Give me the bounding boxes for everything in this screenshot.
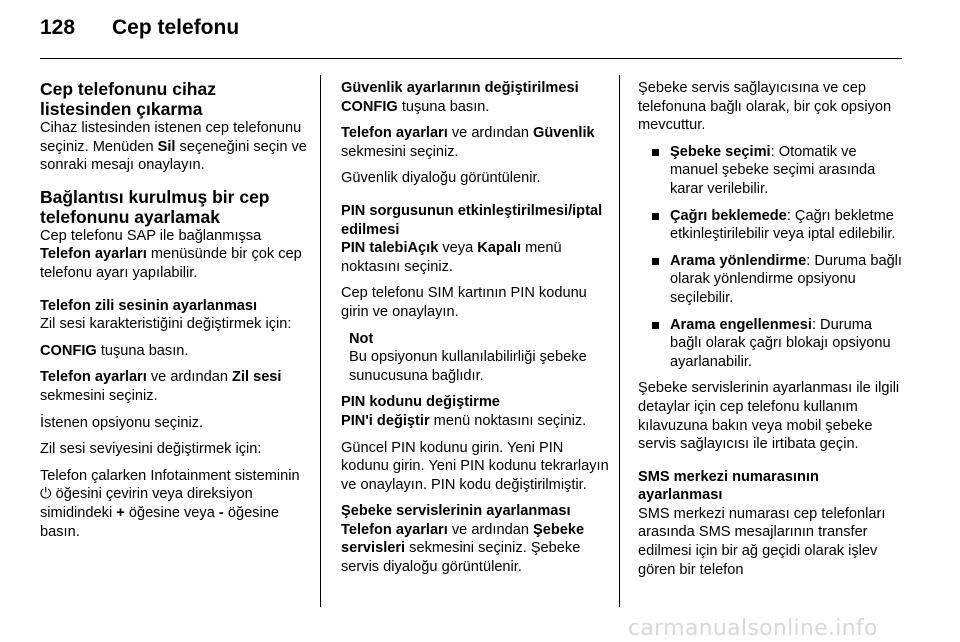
subheading-pin-query: PIN sorgusunun etkinleştirilmesi/iptal edilmesi [341,202,603,238]
paragraph: Telefon ayarları ve ardından Güvenlik sekmesini seçiniz. [341,125,595,160]
subheading-sms-center: SMS merkezi numarasının ayarlanması [638,468,819,504]
page-header [40,16,239,40]
list-item: Şebeke seçimi: Otomatik ve manuel şebeke seçimi arasında karar verilebilir. [638,143,904,199]
note-box [341,330,609,386]
paragraph: Telefon ayarları ve ardından Şebeke servisleri sekmesini seçiniz. Şebeke servis diyaloğu görüntülenir. [341,521,585,576]
paragraph: CONFIG tuşuna basın. [341,98,490,115]
section-heading-remove-phone: Cep telefonunu cihaz listesinden çıkarma [40,79,216,119]
column-divider-1 [320,75,321,607]
watermark-text: carmanualsonline.info [628,616,878,641]
power-knob-icon: ⏻ [40,486,52,503]
column-1 [40,79,308,549]
paragraph: Cihaz listesinden istenen cep telefonunu seçiniz. Menüden Sil seçeneğini seçin ve sonraki mesajı onaylayın. [40,120,307,174]
header-rule [40,58,902,59]
column-2 [341,79,609,585]
bullet-square-icon [652,149,659,156]
subheading-change-pin: PIN kodunu değiştirme [341,394,500,411]
paragraph: Zil sesi seviyesini değiştirmek için: [40,441,262,458]
subheading-ringtone: Telefon zili sesinin ayarlanması [40,297,258,314]
bullet-square-icon [652,322,659,329]
section-heading-phone-settings: Bağlantısı kurulmuş bir cep telefonunu ayarlamak [40,186,270,227]
list-item: Arama engellenmesi: Duruma bağlı olarak çağrı blokajı opsiyonu ayarlanabilir. [638,316,904,372]
column-divider-2 [619,75,620,607]
paragraph: PIN'i değiştir menü noktasını seçiniz. [341,412,587,429]
subheading-network-services: Şebeke servislerinin ayarlanması [341,503,571,520]
subheading-security: Güvenlik ayarlarının değiştirilmesi [341,80,579,96]
paragraph: PIN talebiAçık veya Kapalı menü noktasını seçiniz. [341,240,562,275]
note-text: Bu opsiyonun kullanılabilirliği şebeke sunucusuna bağlıdır. [349,349,587,384]
paragraph: CONFIG tuşuna basın. [40,342,189,359]
paragraph: Telefon ayarları ve ardından Zil sesi sekmesini seçiniz. [40,369,282,404]
bullet-square-icon [652,213,659,220]
bullet-square-icon [652,258,659,265]
paragraph: SMS merkezi numarası cep telefonları arasında SMS mesajlarının transfer edilmesi için bir ağ geçidi olarak işlev gören bir telefon [638,505,886,578]
page-number: 128 [40,16,76,39]
paragraph: Cep telefonu SIM kartının PIN kodunu girin ve onaylayın. [341,285,587,320]
paragraph: Güncel PIN kodunu girin. Yeni PIN kodunu girin. Yeni PIN kodunu tekrarlayın ve onaylayın. PIN kodu değiştirilmiştir. [341,439,609,493]
paragraph: Şebeke servislerinin ayarlanması ile ilgili detaylar için cep telefonu kullanım kılavuzuna bakın veya mobil şebeke servis sağlayıcısı ile irtibata geçin. [638,380,900,453]
paragraph: Şebeke servis sağlayıcısına ve cep telefonuna bağlı olarak, bir çok opsiyon mevcuttur. [638,80,892,134]
list-item: Çağrı beklemede: Çağrı bekletme etkinleştirilebilir veya iptal edilebilir. [638,207,904,244]
list-item: Arama yönlendirme: Duruma bağlı olarak yönlendirme opsiyonu seçilebilir. [638,252,904,308]
paragraph: Zil sesi karakteristiğini değiştirmek için: [40,316,292,333]
page-title: Cep telefonu [112,16,240,39]
option-list [638,143,904,372]
paragraph: Cep telefonu SAP ile bağlanmışsa Telefon ayarları menüsünde bir çok cep telefonu ayarı yapılabilir. [40,227,302,281]
paragraph: Telefon çalarken Infotainment sisteminin ⏻ öğesini çevirin veya direksiyon simidindeki + öğesine veya - öğesine basın. [40,467,300,540]
paragraph: İstenen opsiyonu seçiniz. [40,414,204,431]
column-3 [638,79,904,587]
note-title: Not [349,330,374,347]
paragraph: Güvenlik diyaloğu görüntülenir. [341,170,541,187]
